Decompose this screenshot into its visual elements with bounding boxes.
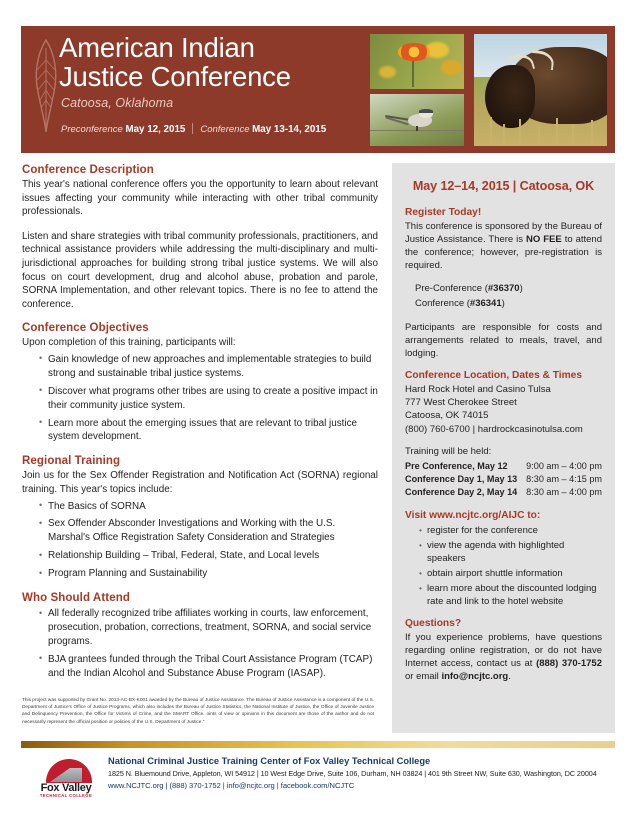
pre-conference-code-number: #36370 bbox=[487, 283, 520, 294]
list-item: • All federally recognized tribe affiliates working in courts, law enforcement, prosecution, probation, corrections, treatment, SORNA, and social service programs. bbox=[39, 607, 378, 649]
preconference-date: May 12, 2015 bbox=[125, 124, 186, 135]
who-should-attend-heading: Who Should Attend bbox=[22, 592, 130, 605]
registration-sidebar bbox=[392, 163, 615, 733]
venue-address bbox=[405, 383, 602, 436]
grant-disclaimer: This project was supported by Grant No. 2013-AC-BX-K001 awarded by the Bureau of Justice Assistance. The Bureau of Justice Assistance is a component of the U.S. Department of Justice's Office of Justice Programs, which also includes the Bureau of Justice Statistics, the National Institute of Justice, the Office of Juvenile Justice and Delinquency Prevention, the Office for Victims of Crime, and the SMART Office. oints of view or opinions in this document are those of the author and do not necessarily represent the official position or policies of the U.S. Department of Justice." bbox=[22, 697, 374, 725]
conference-title bbox=[59, 33, 291, 110]
fox-valley-logo bbox=[30, 758, 102, 800]
table-row bbox=[405, 473, 602, 486]
list-item: • obtain airport shuttle information bbox=[419, 567, 602, 580]
list-item: • view the agenda with highlighted speakers bbox=[419, 539, 602, 565]
feather-icon bbox=[29, 38, 63, 134]
logo-name: Fox Valley bbox=[40, 782, 92, 794]
questions-phone: (888) 370-1752 bbox=[536, 658, 602, 670]
schedule-time: 8:30 am – 4:00 pm bbox=[526, 486, 602, 497]
list-item: • BJA grantees funded through the Tribal Court Assistance Program (TCAP) and the Indian Alcohol and Substance Abuse Program (IASAP). bbox=[39, 653, 378, 681]
conference-description-heading: Conference Description bbox=[22, 164, 154, 176]
conference-code-label: Conference ( bbox=[415, 297, 470, 309]
pre-conference-code: Pre-Conference (#36370) bbox=[415, 283, 523, 294]
conference-date: May 13-14, 2015 bbox=[252, 124, 327, 135]
list-item: • Learn more about the emerging issues that are relevant to tribal justice system development. bbox=[39, 417, 378, 445]
banner-title-area bbox=[21, 26, 361, 153]
list-item: • Relationship Building – Tribal, Federal, State, and Local levels bbox=[39, 549, 378, 563]
questions-text-part2: or email bbox=[405, 671, 442, 683]
list-item: • register for the conference bbox=[419, 524, 602, 537]
table-row bbox=[405, 460, 602, 473]
list-item: • The Basics of SORNA bbox=[39, 500, 378, 514]
description-paragraph-1: This year's national conference offers you the opportunity to learn about relevant issues affecting your community while interacting with other tribal community professionals. bbox=[22, 179, 378, 218]
main-content-column bbox=[22, 164, 378, 726]
attendee-list bbox=[22, 607, 378, 681]
schedule-day: Pre Conference, May 12 bbox=[405, 461, 508, 472]
visit-website-heading[interactable]: Visit www.ncjtc.org/AIJC to: bbox=[405, 510, 541, 522]
register-text-part1: This conference is sponsored by the Bureau of Justice Assistance. There is bbox=[405, 221, 602, 245]
training-held-label: Training will be held: bbox=[405, 445, 492, 457]
list-item: • Gain knowledge of new approaches and implementable strategies to build strong and sustainable tribal justice systems. bbox=[39, 353, 378, 381]
conference-code-number: #36341 bbox=[469, 297, 502, 309]
conference-objectives-heading: Conference Objectives bbox=[22, 322, 149, 335]
list-item: • learn more about the discounted lodging rate and link to the hotel website bbox=[419, 582, 602, 608]
footer-links[interactable]: www.NCJTC.org | (888) 370-1752 | info@ncjtc.org | facebook.com/NCJTC bbox=[108, 780, 355, 790]
questions-heading: Questions? bbox=[405, 618, 462, 630]
conference-label: Conference bbox=[200, 124, 253, 135]
banner-dates bbox=[61, 123, 326, 135]
footer-text-block bbox=[108, 756, 613, 790]
participants-responsibility-text: Participants are responsible for costs and arrangements related to meals, travel, and lodging. bbox=[405, 322, 602, 359]
bird-photo bbox=[370, 94, 464, 146]
pre-conference-code-label: Pre-Conference ( bbox=[415, 283, 488, 294]
title-line-1: American Indian bbox=[59, 32, 255, 63]
flower-photo bbox=[370, 34, 464, 89]
questions-email[interactable]: info@ncjtc.org bbox=[441, 671, 509, 683]
objectives-intro: Upon completion of this training, participants will: bbox=[22, 337, 236, 349]
title-line-2: Justice Conference bbox=[59, 61, 291, 92]
schedule-time: 9:00 am – 4:00 pm bbox=[526, 461, 602, 472]
schedule-time: 8:30 am – 4:15 pm bbox=[526, 473, 602, 484]
footer-addresses: 1825 N. Bluemound Drive, Appleton, WI 54912 | 10 West Edge Drive, Suite 106, Durham, NH 03824 | 401 9th Street NW, Suite 630, Washington, DC 20004 bbox=[108, 768, 597, 778]
regional-intro: Join us for the Sex Offender Registration and Notification Act (SORNA) regional training. This year's topics include: bbox=[22, 470, 378, 495]
venue-name: Hard Rock Hotel and Casino Tulsa bbox=[405, 384, 551, 395]
list-item: • Sex Offender Absconder Investigations and Working with the U.S. Marshal's Office Registration Safety Consideration and Strategies bbox=[39, 517, 378, 545]
schedule-day: Conference Day 2, May 14 bbox=[405, 486, 518, 497]
page-footer bbox=[21, 756, 615, 804]
banner-location: Catoosa, Oklahoma bbox=[61, 96, 174, 110]
register-today-heading: Register Today! bbox=[405, 207, 482, 218]
logo-subtitle: TECHNICAL COLLEGE bbox=[39, 793, 93, 798]
venue-city: Catoosa, OK 74015 bbox=[405, 410, 489, 422]
list-item: • Discover what programs other tribes are using to create a positive impact in their community justice system. bbox=[39, 385, 378, 413]
schedule-day: Conference Day 1, May 13 bbox=[405, 473, 518, 484]
sidebar-title: May 12–14, 2015 | Catoosa, OK bbox=[412, 179, 595, 193]
bison-photo bbox=[474, 34, 607, 146]
conference-code: Conference (#36341) bbox=[415, 297, 505, 309]
registration-codes bbox=[415, 282, 602, 311]
list-item: • Program Planning and Sustainability bbox=[39, 567, 378, 581]
register-text bbox=[405, 220, 602, 272]
regional-topics-list bbox=[22, 500, 378, 582]
register-text-part2: to attend the conference; however, pre-registration is required. bbox=[405, 234, 602, 271]
footer-organization: National Criminal Justice Training Center of Fox Valley Technical College bbox=[108, 756, 431, 766]
objectives-list bbox=[22, 353, 378, 444]
date-divider bbox=[192, 123, 193, 134]
questions-text-part1: If you experience problems, have questions regarding online registration, or do not have Internet access, contact us at bbox=[405, 632, 602, 670]
location-dates-times-heading: Conference Location, Dates & Times bbox=[405, 370, 583, 381]
gold-divider bbox=[21, 741, 615, 748]
venue-phone-website[interactable]: (800) 760-6700 | hardrockcasinotulsa.com bbox=[405, 423, 583, 435]
schedule-table bbox=[405, 460, 602, 498]
questions-text bbox=[405, 631, 602, 683]
table-row bbox=[405, 485, 602, 498]
venue-street: 777 West Cherokee Street bbox=[405, 397, 517, 409]
visit-actions-list bbox=[405, 524, 602, 608]
header-banner bbox=[21, 26, 615, 153]
no-fee-emphasis: NO FEE bbox=[526, 234, 562, 245]
description-paragraph-2: Listen and share strategies with tribal community professionals, practitioners, and technical assistance providers while addressing the multi-disciplinary and multi-jurisdictional approaches for building strong tribal justice systems. We will also focus on court development, drug and alcohol abuse, probation and parole, SORNA Implementation, and other relevant topics. There is no fee to attend the conference. bbox=[22, 230, 378, 310]
preconference-label: Preconference bbox=[61, 124, 126, 135]
questions-text-part3: . bbox=[508, 671, 511, 683]
regional-training-heading: Regional Training bbox=[22, 455, 121, 468]
